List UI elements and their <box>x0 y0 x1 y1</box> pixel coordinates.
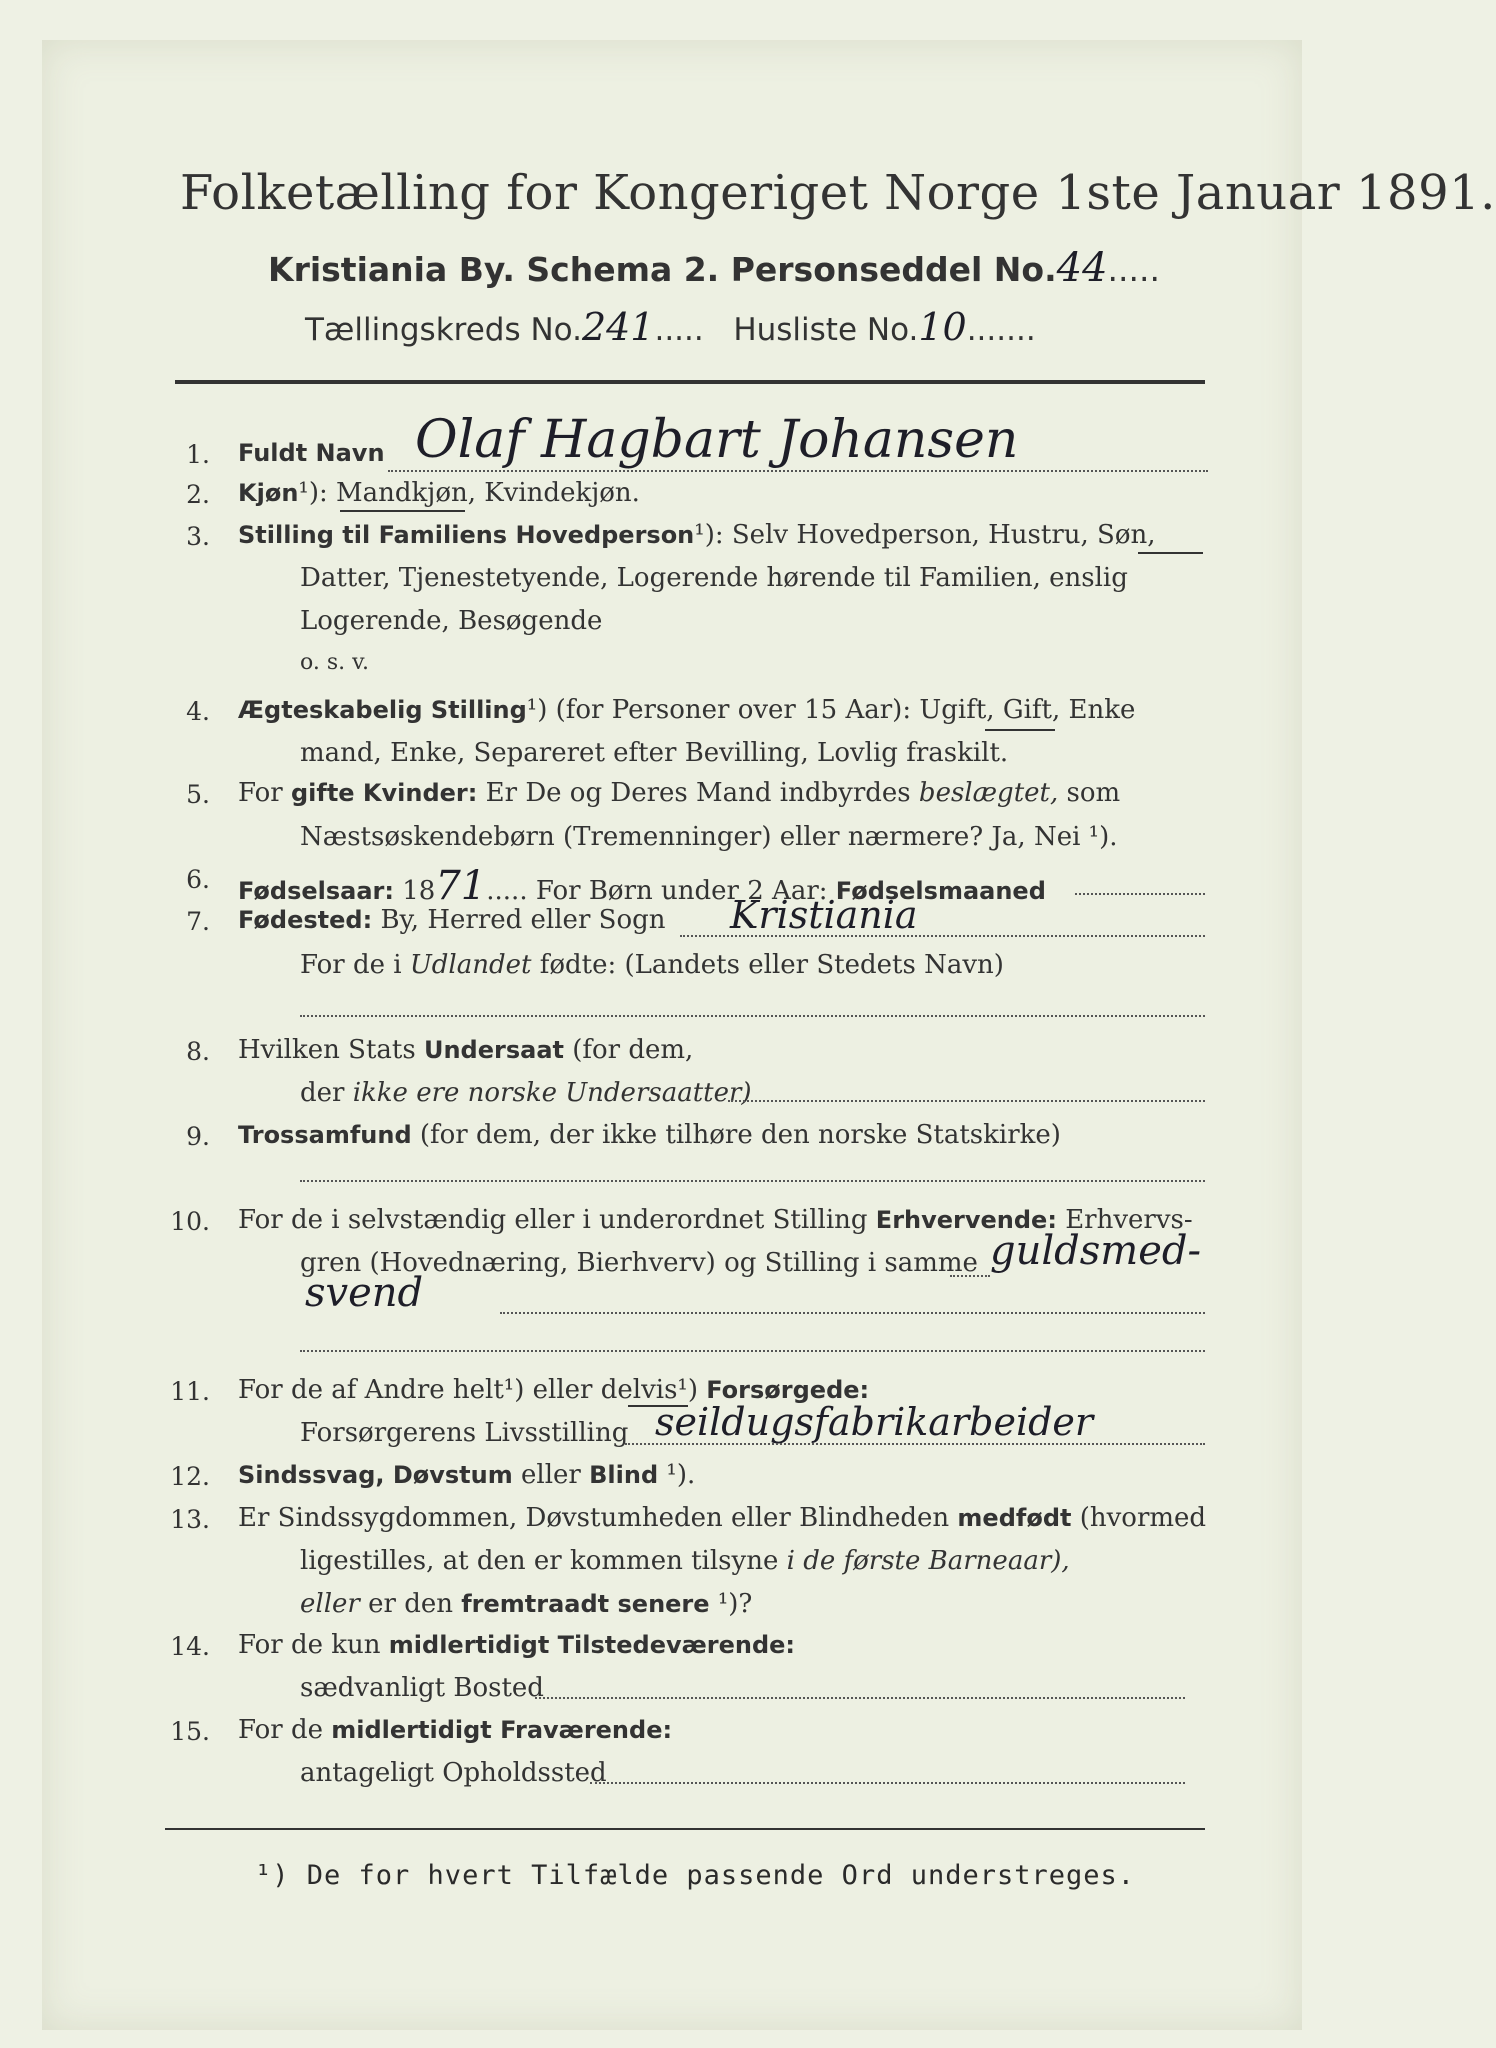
ugift-underline <box>985 729 1055 731</box>
item-5-label: gifte Kvinder: <box>290 779 478 807</box>
item-12-text2: ¹). <box>666 1460 696 1490</box>
item-15-text: For de <box>238 1715 323 1745</box>
item-6-text2: For Børn under 2 Aar: <box>535 876 828 906</box>
item-3-label: Stilling til Familiens Hovedperson <box>238 521 695 549</box>
item-3-cont3: o. s. v. <box>300 650 369 675</box>
item-14-dotted-line <box>535 1697 1185 1699</box>
birth-year-value[interactable]: 71 <box>435 863 487 909</box>
birthplace-value[interactable]: Kristiania <box>730 893 918 937</box>
item-13-text2: (hvormed <box>1079 1503 1207 1533</box>
item-number: 3. <box>186 522 210 551</box>
item-13-cont2-text: er den <box>368 1589 453 1619</box>
kreds-line: Tællingskreds No.241..... Husliste No.10....... <box>305 305 1036 349</box>
item-15-label: midlertidigt Fraværende: <box>331 1716 673 1744</box>
occupation-value-2[interactable]: svend <box>305 1270 424 1316</box>
item-13-cont2 <box>300 1589 752 1619</box>
item-1-label: Fuldt Navn <box>238 439 385 467</box>
item-13-cont2-bold: fremtraadt senere <box>461 1590 710 1618</box>
schema-line: Kristiania By. Schema 2. Personseddel No.44..... <box>268 245 1160 291</box>
item-number: 10. <box>170 1207 210 1236</box>
item-11-text: For de af Andre helt¹) eller delvis¹) <box>238 1375 698 1405</box>
item-number: 15. <box>170 1717 210 1746</box>
footer-rule <box>165 1828 1205 1830</box>
form-title: Folketælling for Kongeriget Norge 1ste Januar 1891. <box>180 165 1496 221</box>
name-dotted-line <box>388 470 1208 472</box>
item-15-line <box>238 1715 672 1745</box>
item-10-text: For de i selvstændig eller i underordnet Stilling <box>238 1205 868 1235</box>
item-12-line <box>238 1460 695 1490</box>
item-10-dotted-line-2 <box>500 1312 1205 1314</box>
item-1-line <box>238 438 385 468</box>
item-10-dotted-line-3 <box>300 1350 1205 1352</box>
item-6-label: Fødselsaar: <box>238 877 394 905</box>
husliste-no-value[interactable]: 10 <box>918 305 967 349</box>
item-7-label: Fødested: <box>238 906 373 934</box>
item-3-cont2: Logerende, Besøgende <box>300 606 603 636</box>
item-5-cont1: Næstsøskendebørn (Tremenninger) eller nærmere? Ja, Nei ¹). <box>300 822 1118 852</box>
item-7-text: By, Herred eller Sogn <box>380 905 666 935</box>
item-8-text: Hvilken Stats <box>238 1035 416 1065</box>
footnote: ¹) De for hvert Tilfælde passende Ord understreges. <box>255 1860 1136 1891</box>
item-13-cont2-italic: eller <box>300 1589 360 1619</box>
item-number: 14. <box>170 1632 210 1661</box>
kreds-label: Tællingskreds No. <box>305 312 582 348</box>
item-13-line <box>238 1503 1206 1533</box>
item-number: 4. <box>186 697 210 726</box>
item-5-italic: beslægtet, <box>918 778 1059 808</box>
item-6-line: Fødselsaar: 1871..... For Børn under 2 Aar: Fødselsmaaned <box>238 863 1046 909</box>
item-2-line <box>238 478 640 508</box>
item-14-label: midlertidigt Tilstedeværende: <box>388 1631 796 1659</box>
item-6-label2: Fødselsmaaned <box>835 877 1046 905</box>
occupation-value-1[interactable]: guldsmed- <box>990 1228 1202 1274</box>
item-5-pre: For <box>238 778 283 808</box>
full-name-value[interactable]: Olaf Hagbart Johansen <box>415 410 1019 470</box>
item-2-options: ¹): Mandkjøn, Kvindekjøn. <box>298 478 640 508</box>
item-number: 9. <box>186 1122 210 1151</box>
item-13-cont1 <box>300 1546 1070 1576</box>
header-rule <box>175 380 1205 384</box>
mandkjon-underline <box>340 510 465 512</box>
item-4-line <box>238 695 1135 725</box>
item-8-line <box>238 1035 693 1065</box>
item-9-text: (for dem, der ikke tilhøre den norske Statskirke) <box>419 1120 1061 1150</box>
item-11-cont: Forsørgerens Livsstilling <box>300 1418 629 1448</box>
kreds-no-value[interactable]: 241 <box>581 305 655 349</box>
item-12-text: eller <box>521 1460 581 1490</box>
item-4-cont1: mand, Enke, Separeret efter Bevilling, Lovlig fraskilt. <box>300 738 1009 768</box>
item-13-cont1-text: ligestilles, at den er kommen tilsyne <box>300 1546 779 1576</box>
item-7-dotted-line <box>300 1015 1205 1017</box>
item-10-dotted-line <box>950 1275 990 1277</box>
item-3-cont1: Datter, Tjenestetyende, Logerende hørende til Familien, enslig <box>300 563 1128 593</box>
item-10-text2: Erhvervs- <box>1065 1205 1193 1235</box>
item-8-dotted-line <box>728 1100 1205 1102</box>
item-number: 1. <box>186 440 210 469</box>
item-12-label: Sindssvag, Døvstum <box>238 1461 513 1489</box>
item-3-line <box>238 520 1156 550</box>
item-3-options: ¹): Selv Hovedperson, Hustru, Søn, <box>694 520 1156 550</box>
item-11-dotted-line <box>625 1443 1205 1445</box>
item-12-label2: Blind <box>589 1461 659 1489</box>
item-11-label: Forsørgede: <box>706 1376 870 1404</box>
item-4-label: Ægteskabelig Stilling <box>238 696 527 724</box>
item-6-century: 18 <box>402 876 436 906</box>
item-number: 2. <box>186 480 210 509</box>
item-7-cont-text: fødte: (Landets eller Stedets Navn) <box>539 950 1004 980</box>
son-underline <box>1138 552 1203 554</box>
item-number: 11. <box>170 1377 210 1406</box>
item-7-cont-italic: Udlandet <box>409 950 532 980</box>
item-number: 13. <box>170 1505 210 1534</box>
item-10-label: Erhvervende: <box>875 1206 1057 1234</box>
item-14-cont: sædvanligt Bosted <box>300 1673 544 1703</box>
item-13-cont1-italic: i de første Barneaar), <box>786 1546 1070 1576</box>
item-14-line <box>238 1630 795 1660</box>
item-9-label: Trossamfund <box>238 1121 412 1149</box>
item-number: 12. <box>170 1462 210 1491</box>
item-14-text: For de kun <box>238 1630 381 1660</box>
item-13-cont2-end: ¹)? <box>717 1589 753 1619</box>
item-7-line <box>238 905 666 935</box>
item-13-label: medfødt <box>957 1504 1072 1532</box>
item-8-cont-italic: ikke ere norske Undersaatter) <box>352 1078 752 1108</box>
item-15-cont: antageligt Opholdssted <box>300 1758 607 1788</box>
item-8-cont <box>300 1078 752 1108</box>
item-7-cont <box>300 950 1004 980</box>
item-9-line <box>238 1120 1061 1150</box>
item-number: 8. <box>186 1037 210 1066</box>
item-10-cont: gren (Hovednæring, Bierhverv) og Stilling i samme <box>300 1248 978 1278</box>
item-5-text: Er De og Deres Mand indbyrdes <box>485 778 911 808</box>
item-number: 5. <box>186 780 210 809</box>
person-no-value[interactable]: 44 <box>1056 245 1108 291</box>
month-dotted-line <box>1075 893 1205 895</box>
item-5-end: som <box>1066 778 1121 808</box>
birthplace-dotted-line <box>680 935 1205 937</box>
item-13-text: Er Sindssygdommen, Døvstumheden eller Blindheden <box>238 1503 950 1533</box>
husliste-label: Husliste No. <box>733 312 919 348</box>
item-4-options: ¹) (for Personer over 15 Aar): Ugift, Gift, Enke <box>526 695 1136 725</box>
item-8-cont-pre: der <box>300 1078 345 1108</box>
item-number: 6. <box>186 865 210 894</box>
item-2-label: Kjøn <box>238 479 299 507</box>
schema-label: Kristiania By. Schema 2. Personseddel No. <box>268 250 1057 289</box>
item-8-text2: (for dem, <box>572 1035 694 1065</box>
item-7-cont-pre: For de i <box>300 950 402 980</box>
item-8-label: Undersaat <box>423 1036 564 1064</box>
provider-occupation-value[interactable]: seildugsfabrikarbeider <box>655 1400 1094 1444</box>
item-number: 7. <box>186 907 210 936</box>
item-15-dotted-line <box>590 1782 1185 1784</box>
item-5-line <box>238 778 1120 808</box>
item-9-dotted-line <box>300 1180 1205 1182</box>
